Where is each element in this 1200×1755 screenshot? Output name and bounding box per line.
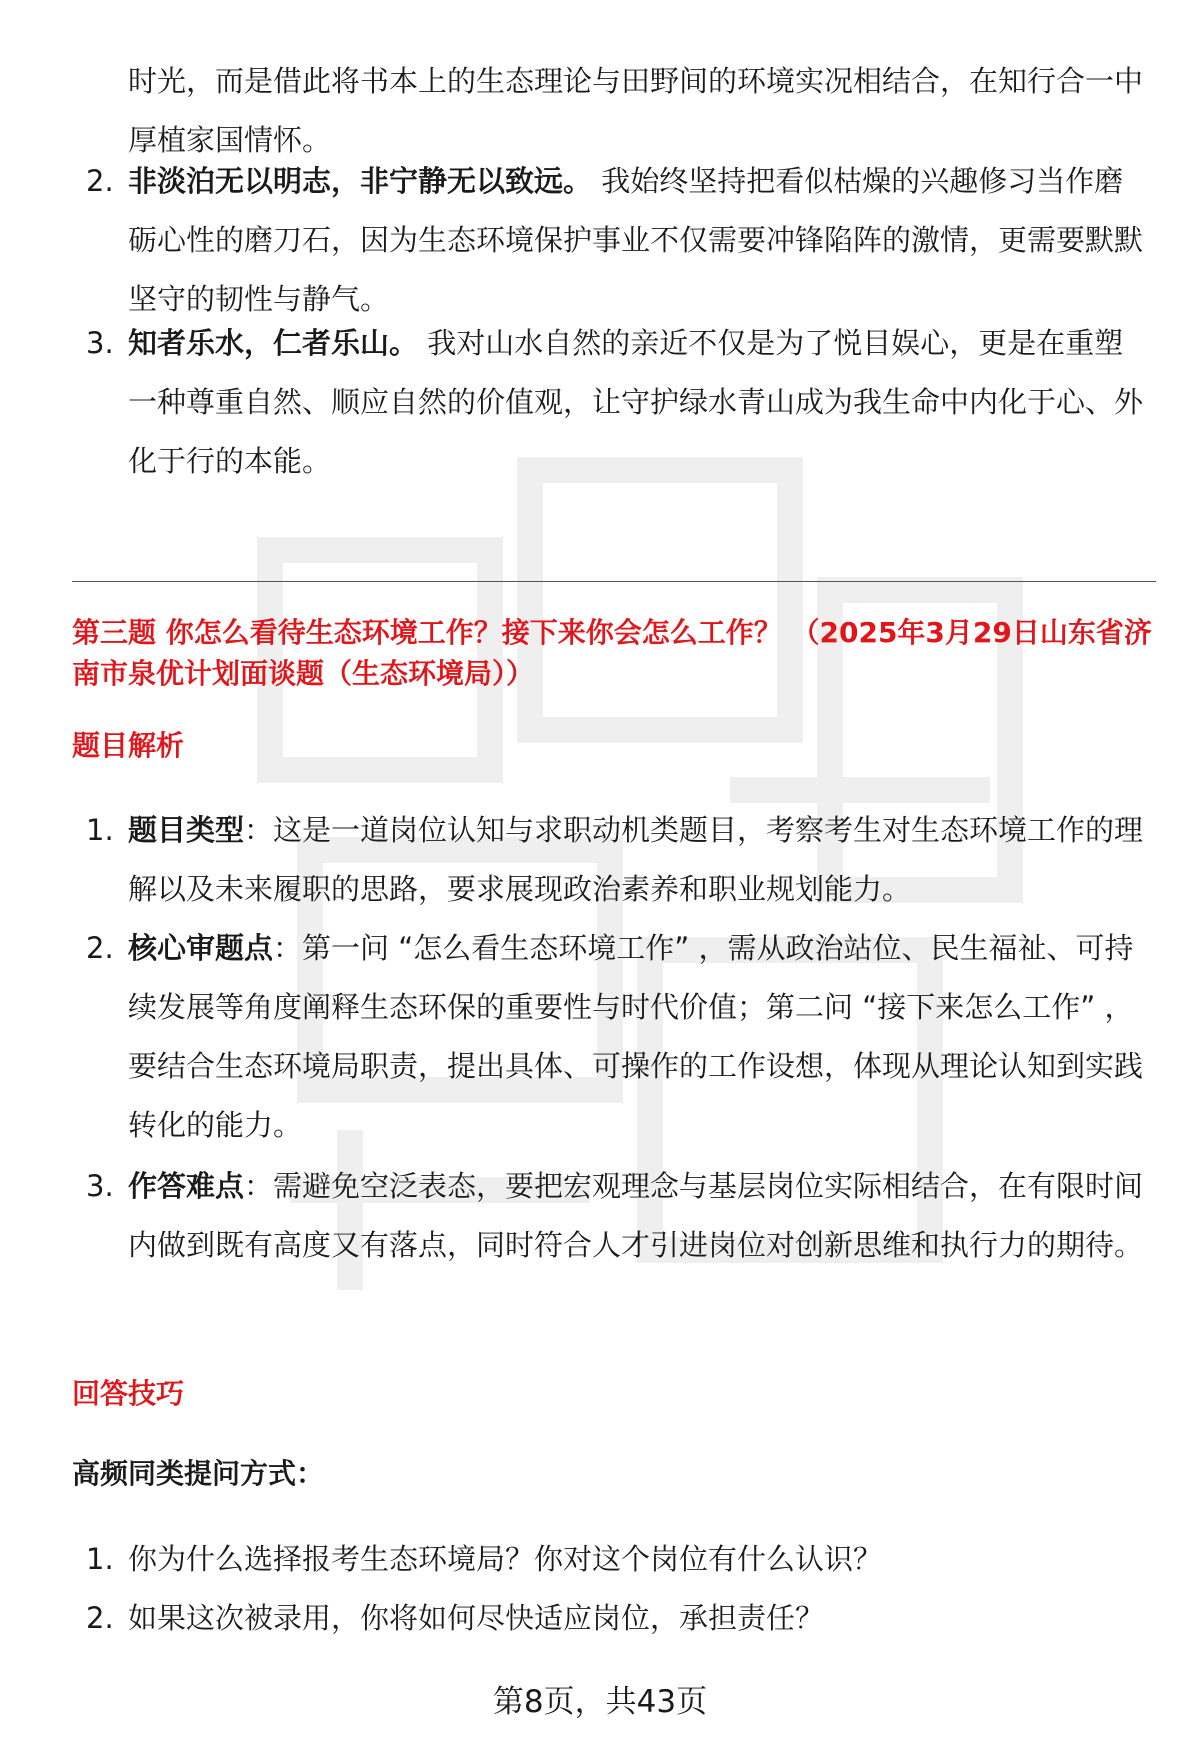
list-item-text: ：这是一道岗位认知与求职动机类题目，考察考生对生态环境工作的理解以及未来履职的思路，要求展现政治素养和职业规划能力。 [128, 813, 1144, 906]
list-number: 1. [86, 813, 114, 847]
list-item-bold-lead: 核心审题点 [128, 931, 274, 965]
list-number: 2. [86, 931, 114, 965]
list-item [72, 1157, 1152, 1337]
question-title: 第三题 你怎么看待生态环境工作？接下来你会怎么工作？ （2025年3月29日山东省济南市泉优计划面谈题（生态环境局）） [72, 616, 1152, 690]
tips-subheading: 高频同类提问方式： [72, 1457, 325, 1490]
list-item-text: 我始终坚持把看似枯燥的兴趣修习当作磨砺心性的磨刀石，因为生态环境保护事业不仅需要冲锋陷阵的激情，更需要默默坚守的韧性与静气。 [128, 164, 1144, 316]
list-number: 1. [86, 1542, 114, 1576]
list-item [72, 152, 1152, 316]
list-item-bold-lead: 作答难点 [128, 1169, 245, 1203]
section-divider [72, 581, 1156, 582]
list-number: 2. [86, 164, 114, 198]
list-item-text: ：需避免空泛表态，要把宏观理念与基层岗位实际相结合，在有限时间内做到既有高度又有落点，同时符合人才引进岗位对创新思维和执行力的期待。 [128, 1169, 1144, 1262]
list-item-bold-lead: 题目类型 [128, 813, 245, 847]
page-footer: 第8页，共43页 [492, 1684, 708, 1720]
list-number: 3. [86, 326, 114, 360]
list-item [72, 801, 1152, 921]
tips-heading: 回答技巧 [72, 1377, 185, 1410]
list-item [72, 1589, 1152, 1649]
list-item-bold-lead: 知者乐水，仁者乐山。 [128, 326, 419, 360]
list-number: 2. [86, 1601, 114, 1635]
continued-paragraph: 时光，而是借此将书本上的生态理论与田野间的环境实况相结合，在知行合一中厚植家国情怀。 [128, 64, 1144, 157]
list-item [72, 1530, 1152, 1590]
list-item [72, 919, 1152, 1159]
list-item [72, 314, 1152, 478]
list-number: 3. [86, 1169, 114, 1203]
list-item-bold-lead: 非淡泊无以明志，非宁静无以致远。 [128, 164, 593, 198]
analysis-heading: 题目解析 [72, 729, 185, 762]
list-item-text: ：第一问 “怎么看生态环境工作” ，需从政治站位、民生福祉、可持续发展等角度阐释生态环保的重要性与时代价值；第二问 “接下来怎么工作” ，要结合生态环境局职责，提出具体、可操作的工作设想，体现从理论认知到实践转化的能力。 [128, 931, 1144, 1142]
list-item-text: 我对山水自然的亲近不仅是为了悦目娱心，更是在重塑一种尊重自然、顺应自然的价值观，让守护绿水青山成为我生命中内化于心、外化于行的本能。 [128, 326, 1144, 478]
list-item-text: 你为什么选择报考生态环境局？你对这个岗位有什么认识？ [128, 1542, 883, 1576]
list-item-text: 如果这次被录用，你将如何尽快适应岗位，承担责任？ [128, 1601, 825, 1635]
